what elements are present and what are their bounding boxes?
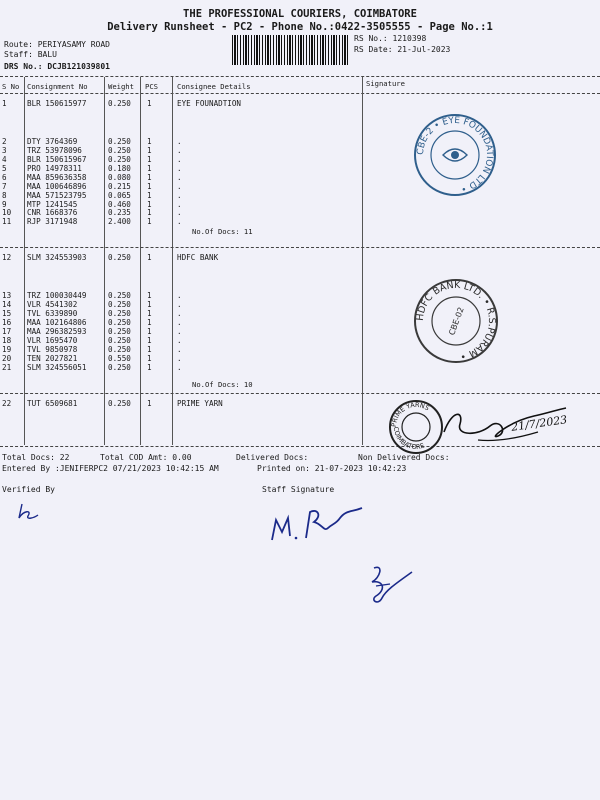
row-sno: 10 bbox=[2, 208, 12, 217]
row-weight: 0.250 bbox=[108, 146, 131, 155]
row-consignment: SLM 324553903 bbox=[27, 253, 87, 262]
row-pcs: 1 bbox=[147, 300, 152, 309]
table-row bbox=[0, 253, 360, 262]
row-pcs: 1 bbox=[147, 399, 152, 408]
verified-by-initials bbox=[14, 500, 44, 524]
row-dot: . bbox=[177, 173, 182, 182]
row-pcs: 1 bbox=[147, 182, 152, 191]
row-consignment: MTP 1241545 bbox=[27, 200, 78, 209]
non-delivered-docs: Non Delivered Docs: bbox=[358, 453, 450, 462]
table-row bbox=[0, 173, 360, 182]
rs-no-label: RS No.: bbox=[354, 34, 388, 43]
row-consignment: MAA 296382593 bbox=[27, 327, 87, 336]
row-consignee: EYE FOUNADTION bbox=[177, 99, 242, 108]
row-pcs: 1 bbox=[147, 327, 152, 336]
staff-signature bbox=[266, 498, 376, 546]
row-sno: 5 bbox=[2, 164, 7, 173]
route-line bbox=[4, 40, 110, 49]
row-pcs: 1 bbox=[147, 217, 152, 226]
row-consignment: MAA 571523795 bbox=[27, 191, 87, 200]
group-rule bbox=[0, 247, 600, 248]
row-pcs: 1 bbox=[147, 99, 152, 108]
staff-line bbox=[4, 50, 57, 59]
row-dot: . bbox=[177, 336, 182, 345]
row-consignee: HDFC BANK bbox=[177, 253, 219, 262]
table-row bbox=[0, 217, 360, 226]
total-cod: Total COD Amt: 0.00 bbox=[100, 453, 192, 462]
group-rule bbox=[0, 393, 600, 394]
row-weight: 0.250 bbox=[108, 300, 131, 309]
row-pcs: 1 bbox=[147, 155, 152, 164]
docs-count: No.Of Docs: 10 bbox=[192, 380, 253, 389]
prime-yarn-stamp bbox=[388, 399, 444, 455]
row-pcs: 1 bbox=[147, 200, 152, 209]
row-weight: 0.065 bbox=[108, 191, 131, 200]
row-pcs: 1 bbox=[147, 137, 152, 146]
row-weight: 0.250 bbox=[108, 155, 131, 164]
table-row bbox=[0, 354, 360, 363]
row-pcs: 1 bbox=[147, 208, 152, 217]
row-sno: 18 bbox=[2, 336, 12, 345]
row-consignment: TVL 6339890 bbox=[27, 309, 78, 318]
staff-label: Staff: bbox=[4, 50, 33, 59]
row-consignment: VLR 4541302 bbox=[27, 300, 78, 309]
row-pcs: 1 bbox=[147, 191, 152, 200]
stamp3-bottom-text: COIMBATORE bbox=[391, 426, 426, 452]
staff-value: BALU bbox=[37, 50, 57, 59]
rs-no-value: 1210398 bbox=[392, 34, 427, 43]
table-row bbox=[0, 300, 360, 309]
route-label: Route: bbox=[4, 40, 33, 49]
staff-signature-label: Staff Signature bbox=[262, 485, 335, 494]
docs-count: No.Of Docs: 11 bbox=[192, 227, 253, 236]
row-consignment: TRZ 53978096 bbox=[27, 146, 82, 155]
col-details: Consignee Details bbox=[177, 82, 251, 91]
table-row bbox=[0, 399, 360, 408]
sheet-title: Delivery Runsheet - PC2 - Phone No.:0422-3505555 - Page No.:1 bbox=[107, 21, 493, 33]
table-row bbox=[0, 291, 360, 300]
row-weight: 0.250 bbox=[108, 327, 131, 336]
row-dot: . bbox=[177, 164, 182, 173]
row-pcs: 1 bbox=[147, 291, 152, 300]
row-pcs: 1 bbox=[147, 345, 152, 354]
row-consignee: PRIME YARN bbox=[177, 399, 223, 408]
row-pcs: 1 bbox=[147, 146, 152, 155]
verified-by: Verified By bbox=[2, 485, 55, 494]
row-weight: 2.400 bbox=[108, 217, 131, 226]
row-pcs: 1 bbox=[147, 354, 152, 363]
table-row bbox=[0, 137, 360, 146]
row-consignment: TVL 9850978 bbox=[27, 345, 78, 354]
row-dot: . bbox=[177, 363, 182, 372]
row-sno: 2 bbox=[2, 137, 7, 146]
row-dot: . bbox=[177, 300, 182, 309]
row-sno: 1 bbox=[2, 99, 7, 108]
row-sno: 22 bbox=[2, 399, 12, 408]
table-row bbox=[0, 146, 360, 155]
row-sno: 16 bbox=[2, 318, 12, 327]
row-pcs: 1 bbox=[147, 336, 152, 345]
table-row bbox=[0, 336, 360, 345]
table-row bbox=[0, 155, 360, 164]
rs-no-line bbox=[354, 34, 426, 43]
col-signature: Signature bbox=[366, 79, 405, 88]
row-sno: 3 bbox=[2, 146, 7, 155]
rs-date-line bbox=[354, 45, 450, 54]
row-sno: 7 bbox=[2, 182, 7, 191]
row-consignment: TRZ 100030449 bbox=[27, 291, 87, 300]
row-pcs: 1 bbox=[147, 363, 152, 372]
row-sno: 6 bbox=[2, 173, 7, 182]
rs-date-value: 21-Jul-2023 bbox=[397, 45, 451, 54]
row-sno: 13 bbox=[2, 291, 12, 300]
company-title: THE PROFESSIONAL COURIERS, COIMBATORE bbox=[183, 8, 417, 20]
stamp3-top-text: PRIME YARNS bbox=[389, 400, 431, 428]
table-row bbox=[0, 309, 360, 318]
delivered-docs: Delivered Docs: bbox=[236, 453, 309, 462]
table-row bbox=[0, 327, 360, 336]
row-dot: . bbox=[177, 146, 182, 155]
row-weight: 0.550 bbox=[108, 354, 131, 363]
hdfc-bank-stamp bbox=[413, 278, 499, 364]
row-sno: 15 bbox=[2, 309, 12, 318]
table-row bbox=[0, 371, 360, 380]
row-weight: 0.250 bbox=[108, 363, 131, 372]
row-sno: 19 bbox=[2, 345, 12, 354]
row-consignment: BLR 150615977 bbox=[27, 99, 87, 108]
row-consignment: RJP 3171948 bbox=[27, 217, 78, 226]
row-sno: 4 bbox=[2, 155, 7, 164]
row-pcs: 1 bbox=[147, 253, 152, 262]
eye-foundation-stamp bbox=[413, 113, 497, 197]
table-row bbox=[0, 208, 360, 217]
row-consignment: BLR 150615967 bbox=[27, 155, 87, 164]
drs-line bbox=[4, 62, 110, 71]
row-weight: 0.250 bbox=[108, 253, 131, 262]
row-weight: 0.250 bbox=[108, 309, 131, 318]
row-weight: 0.180 bbox=[108, 164, 131, 173]
row-consignment: CNR 1668376 bbox=[27, 208, 78, 217]
drs-value: DCJB121039801 bbox=[47, 62, 110, 71]
route-value: PERIYASAMY ROAD bbox=[37, 40, 110, 49]
printed-on: Printed on: 21-07-2023 10:42:23 bbox=[257, 464, 407, 473]
table-row bbox=[0, 318, 360, 327]
row-sno: 21 bbox=[2, 363, 12, 372]
row-sno: 9 bbox=[2, 200, 7, 209]
row-sno: 14 bbox=[2, 300, 12, 309]
row-weight: 0.235 bbox=[108, 208, 131, 217]
row-consignment: VLR 1695470 bbox=[27, 336, 78, 345]
col-consignment: Consignment No bbox=[27, 82, 88, 91]
row-pcs: 1 bbox=[147, 173, 152, 182]
stamp2-center-text: CBE-02 bbox=[447, 305, 466, 337]
header-bottom-rule bbox=[0, 93, 600, 94]
row-weight: 0.080 bbox=[108, 173, 131, 182]
row-consignment: MAA 100646896 bbox=[27, 182, 87, 191]
stamp1-ring-text: CBE-2 • EYE FOUNDATION LTD • bbox=[415, 115, 495, 194]
row-pcs: 1 bbox=[147, 164, 152, 173]
drs-label: DRS No.: bbox=[4, 62, 43, 71]
row-consignment: SLM 324556051 bbox=[27, 363, 87, 372]
row-weight: 0.250 bbox=[108, 137, 131, 146]
row-sno: 12 bbox=[2, 253, 12, 262]
row-sno: 8 bbox=[2, 191, 7, 200]
col-sno: S No bbox=[2, 82, 20, 91]
row-consignment: MAA 102164806 bbox=[27, 318, 87, 327]
table-row bbox=[0, 345, 360, 354]
total-docs: Total Docs: 22 bbox=[2, 453, 70, 462]
entered-by: Entered By :JENIFERPC2 07/21/2023 10:42:15 AM bbox=[2, 464, 219, 473]
second-signature bbox=[364, 560, 424, 612]
row-consignment: TEN 2027821 bbox=[27, 354, 78, 363]
table-row bbox=[0, 164, 360, 173]
row-sno: 11 bbox=[2, 217, 12, 226]
table-row bbox=[0, 99, 360, 108]
row-weight: 0.250 bbox=[108, 399, 131, 408]
row-sno: 17 bbox=[2, 327, 12, 336]
row-pcs: 1 bbox=[147, 309, 152, 318]
row-dot: . bbox=[177, 309, 182, 318]
col-pcs: PCS bbox=[145, 82, 158, 91]
row-weight: 0.250 bbox=[108, 345, 131, 354]
row-weight: 0.250 bbox=[108, 336, 131, 345]
row-dot: . bbox=[177, 200, 182, 209]
row-pcs: 1 bbox=[147, 318, 152, 327]
header-top-rule bbox=[0, 76, 600, 77]
row-weight: 0.250 bbox=[108, 291, 131, 300]
row-dot: . bbox=[177, 208, 182, 217]
col-weight: Weight bbox=[108, 82, 134, 91]
stamp2-ring-text: HDFC BANK LTD. • R.S.PURAM • bbox=[414, 279, 498, 362]
row-sno: 20 bbox=[2, 354, 12, 363]
row-dot: . bbox=[177, 191, 182, 200]
row-dot: . bbox=[177, 291, 182, 300]
row-consignment: DTY 3764369 bbox=[27, 137, 78, 146]
rs-date-label: RS Date: bbox=[354, 45, 393, 54]
row-weight: 0.460 bbox=[108, 200, 131, 209]
row-dot: . bbox=[177, 182, 182, 191]
row-dot: . bbox=[177, 354, 182, 363]
row-consignment: TUT 6509681 bbox=[27, 399, 78, 408]
barcode bbox=[232, 35, 350, 65]
row-dot: . bbox=[177, 327, 182, 336]
row-consignment: MAA 859636358 bbox=[27, 173, 87, 182]
row-dot: . bbox=[177, 345, 182, 354]
table-row bbox=[0, 191, 360, 200]
row-dot: . bbox=[177, 155, 182, 164]
row-consignment: PRO 14978311 bbox=[27, 164, 82, 173]
row-weight: 0.215 bbox=[108, 182, 131, 191]
table-row bbox=[0, 182, 360, 191]
handwritten-date: 21/7/2023 bbox=[510, 413, 569, 434]
row-dot: . bbox=[177, 137, 182, 146]
divider bbox=[362, 77, 363, 445]
row-dot: . bbox=[177, 217, 182, 226]
row-dot: . bbox=[177, 318, 182, 327]
row-weight: 0.250 bbox=[108, 318, 131, 327]
row-weight: 0.250 bbox=[108, 99, 131, 108]
